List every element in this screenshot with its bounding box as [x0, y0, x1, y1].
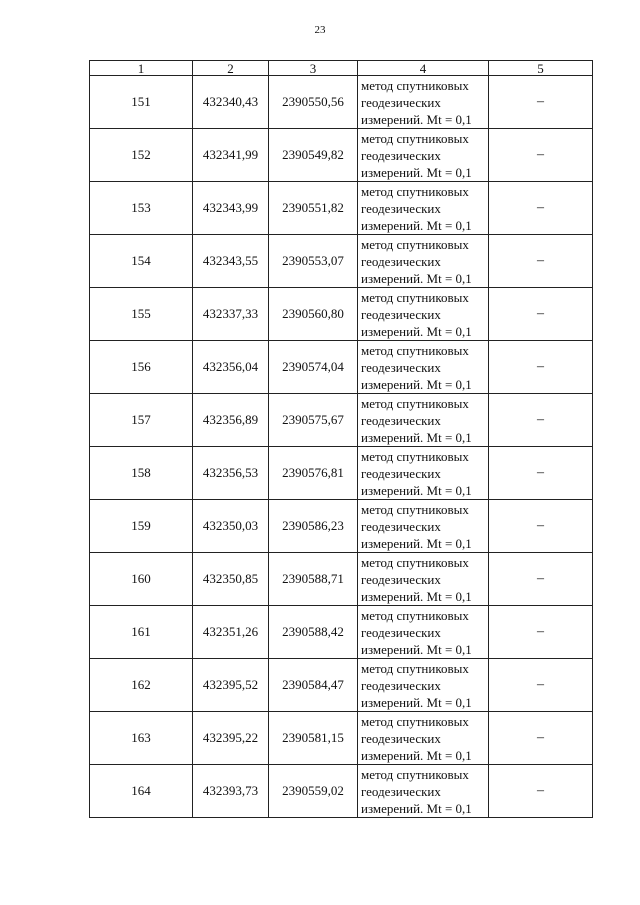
method-description: метод спутниковых геодезических измерений. Mt = 0,1 [358, 182, 489, 235]
point-number: 151 [90, 76, 193, 129]
header-col-5: 5 [489, 61, 593, 76]
coord-y: 2390588,71 [269, 553, 358, 606]
coord-y: 2390576,81 [269, 447, 358, 500]
point-number: 157 [90, 394, 193, 447]
page-number: 23 [314, 24, 326, 36]
note-dash: – [489, 765, 593, 818]
coord-y: 2390553,07 [269, 235, 358, 288]
coord-x: 432341,99 [193, 129, 269, 182]
note-dash: – [489, 129, 593, 182]
table-row [90, 500, 593, 553]
point-number: 160 [90, 553, 193, 606]
coord-x: 432343,55 [193, 235, 269, 288]
point-number: 155 [90, 288, 193, 341]
table-row [90, 76, 593, 129]
table-header [90, 61, 593, 76]
coord-y: 2390560,80 [269, 288, 358, 341]
method-description: метод спутниковых геодезических измерений. Mt = 0,1 [358, 659, 489, 712]
point-number: 152 [90, 129, 193, 182]
note-dash: – [489, 76, 593, 129]
coord-y: 2390551,82 [269, 182, 358, 235]
method-description: метод спутниковых геодезических измерений. Mt = 0,1 [358, 129, 489, 182]
point-number: 156 [90, 341, 193, 394]
table-row [90, 394, 593, 447]
note-dash: – [489, 659, 593, 712]
table-row [90, 606, 593, 659]
table-row [90, 765, 593, 818]
table-row [90, 235, 593, 288]
coord-x: 432393,73 [193, 765, 269, 818]
table-row [90, 288, 593, 341]
note-dash: – [489, 235, 593, 288]
coord-x: 432356,04 [193, 341, 269, 394]
point-number: 162 [90, 659, 193, 712]
method-description: метод спутниковых геодезических измерений. Mt = 0,1 [358, 712, 489, 765]
note-dash: – [489, 553, 593, 606]
coord-x: 432343,99 [193, 182, 269, 235]
point-number: 161 [90, 606, 193, 659]
method-description: метод спутниковых геодезических измерений. Mt = 0,1 [358, 447, 489, 500]
coord-y: 2390574,04 [269, 341, 358, 394]
coord-y: 2390549,82 [269, 129, 358, 182]
point-number: 159 [90, 500, 193, 553]
table-row [90, 341, 593, 394]
method-description: метод спутниковых геодезических измерений. Mt = 0,1 [358, 500, 489, 553]
coord-y: 2390559,02 [269, 765, 358, 818]
point-number: 153 [90, 182, 193, 235]
header-col-4: 4 [358, 61, 489, 76]
note-dash: – [489, 341, 593, 394]
coord-x: 432337,33 [193, 288, 269, 341]
table-row [90, 447, 593, 500]
table-row [90, 182, 593, 235]
coord-y: 2390588,42 [269, 606, 358, 659]
table-row [90, 553, 593, 606]
point-number: 164 [90, 765, 193, 818]
header-col-2: 2 [193, 61, 269, 76]
header-col-1: 1 [90, 61, 193, 76]
note-dash: – [489, 500, 593, 553]
table-row [90, 129, 593, 182]
table-body [90, 76, 593, 818]
note-dash: – [489, 606, 593, 659]
header-row [90, 61, 593, 76]
note-dash: – [489, 712, 593, 765]
coord-x: 432356,89 [193, 394, 269, 447]
method-description: метод спутниковых геодезических измерений. Mt = 0,1 [358, 235, 489, 288]
coord-x: 432351,26 [193, 606, 269, 659]
coord-y: 2390584,47 [269, 659, 358, 712]
coord-x: 432350,85 [193, 553, 269, 606]
coord-x: 432395,52 [193, 659, 269, 712]
method-description: метод спутниковых геодезических измерений. Mt = 0,1 [358, 341, 489, 394]
table-row [90, 712, 593, 765]
coord-y: 2390550,56 [269, 76, 358, 129]
coord-x: 432340,43 [193, 76, 269, 129]
point-number: 158 [90, 447, 193, 500]
coord-y: 2390586,23 [269, 500, 358, 553]
point-number: 163 [90, 712, 193, 765]
coordinates-table [89, 60, 593, 818]
point-number: 154 [90, 235, 193, 288]
method-description: метод спутниковых геодезических измерений. Mt = 0,1 [358, 553, 489, 606]
coord-x: 432395,22 [193, 712, 269, 765]
coord-y: 2390581,15 [269, 712, 358, 765]
method-description: метод спутниковых геодезических измерений. Mt = 0,1 [358, 765, 489, 818]
method-description: метод спутниковых геодезических измерений. Mt = 0,1 [358, 394, 489, 447]
note-dash: – [489, 182, 593, 235]
method-description: метод спутниковых геодезических измерений. Mt = 0,1 [358, 76, 489, 129]
header-col-3: 3 [269, 61, 358, 76]
coord-x: 432350,03 [193, 500, 269, 553]
note-dash: – [489, 394, 593, 447]
method-description: метод спутниковых геодезических измерений. Mt = 0,1 [358, 606, 489, 659]
method-description: метод спутниковых геодезических измерений. Mt = 0,1 [358, 288, 489, 341]
coord-x: 432356,53 [193, 447, 269, 500]
note-dash: – [489, 447, 593, 500]
note-dash: – [489, 288, 593, 341]
table-row [90, 659, 593, 712]
coord-y: 2390575,67 [269, 394, 358, 447]
